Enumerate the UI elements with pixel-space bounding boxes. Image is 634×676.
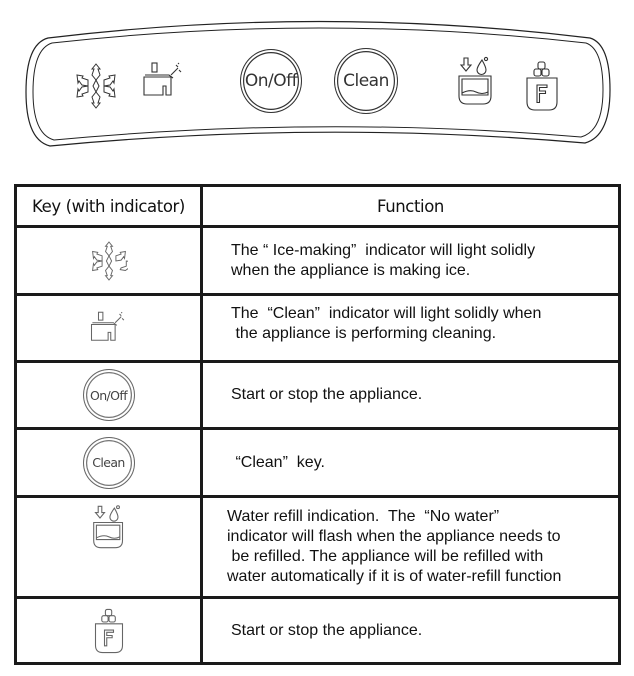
snowflake-icon <box>90 240 128 282</box>
clean-button[interactable] <box>334 48 398 114</box>
header-key: Key (with indicator) <box>16 186 202 227</box>
table-row-ice-making <box>16 227 620 295</box>
table-row-clean-key <box>16 429 620 497</box>
function-text: Water refill indication. The “No water” indicator will flash when the appliance needs to be refilled. The appliance will be refilled with water automatically if it is of water-refill function <box>202 497 620 598</box>
ice-full-icon <box>522 60 562 112</box>
ice-full-icon <box>91 607 127 655</box>
cleaning-brush-icon <box>88 310 130 346</box>
table-row-water-refill <box>16 497 620 598</box>
function-text: The “Clean” indicator will light solidly when the appliance is performing cleaning. <box>202 295 620 362</box>
table-row-clean-indicator <box>16 295 620 362</box>
table-row-on-off <box>16 362 620 429</box>
water-refill-icon <box>456 56 496 106</box>
function-text: “Clean” key. <box>202 429 620 497</box>
snowflake-icon <box>74 62 118 110</box>
key-function-table <box>14 184 621 665</box>
control-panel-illustration <box>0 0 634 160</box>
function-text: The “ Ice-making” indicator will light solidly when the appliance is making ice. <box>202 227 620 295</box>
on-off-button[interactable] <box>240 49 302 113</box>
water-refill-icon <box>91 504 127 550</box>
clean-button-icon: Clean <box>83 437 135 489</box>
table-header-row <box>16 186 620 227</box>
on-off-button-icon: On/Off <box>83 369 135 421</box>
function-text: Start or stop the appliance. <box>202 362 620 429</box>
cleaning-brush-icon <box>140 61 188 101</box>
function-text: Start or stop the appliance. <box>202 598 620 664</box>
clean-button-label: Clean <box>343 71 389 91</box>
header-function: Function <box>202 186 620 227</box>
on-off-button-label: On/Off <box>244 71 298 91</box>
table-row-ice-full <box>16 598 620 664</box>
